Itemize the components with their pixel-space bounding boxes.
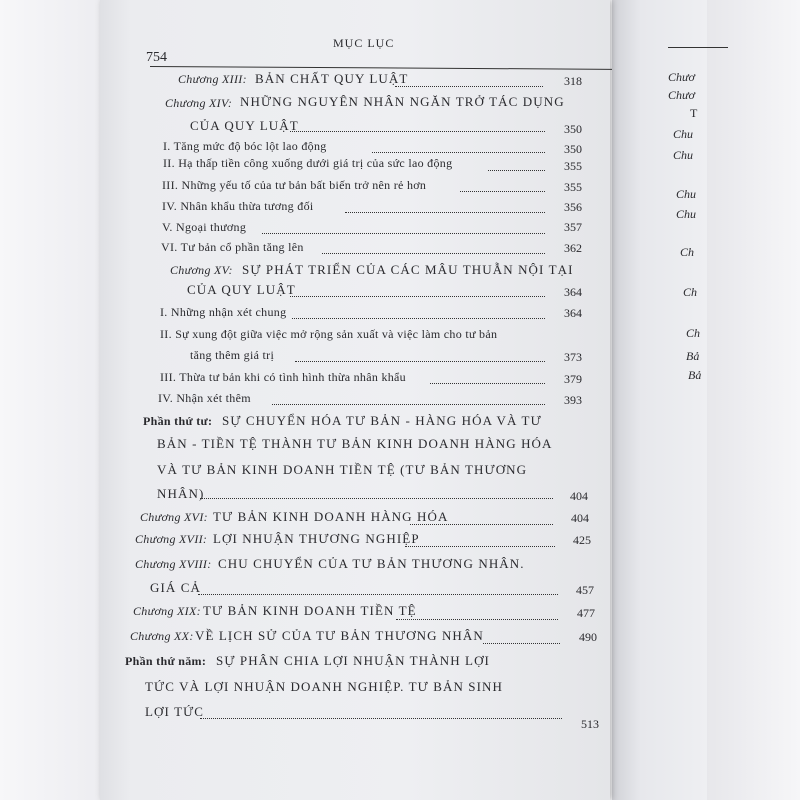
toc-page-number: 477 xyxy=(577,606,595,620)
toc-title-line2: BẢN - TIỀN TỆ THÀNH TƯ BẢN KINH DOANH HÀNG HÓA xyxy=(157,436,553,451)
toc-label: Chương XIX: xyxy=(133,604,201,618)
toc-label: Phần thứ tư: xyxy=(143,414,213,428)
toc-section-title-line2: tăng thêm giá trị xyxy=(190,348,275,362)
toc-title: SỰ CHUYỂN HÓA TƯ BẢN - HÀNG HÓA VÀ TƯ xyxy=(222,413,542,428)
toc-label: Chương XX: xyxy=(130,629,194,643)
toc-leader xyxy=(200,718,562,719)
toc-section-title: III. Những yếu tố của tư bản bất biến trở nên rẻ hơn xyxy=(162,178,427,192)
toc-page-number: 457 xyxy=(576,583,594,597)
facing-header-rule xyxy=(668,47,728,48)
toc-leader xyxy=(345,212,545,213)
facing-page-fragment: Ch xyxy=(680,245,695,259)
toc-page-number: 357 xyxy=(564,220,582,234)
toc-leader xyxy=(200,498,553,499)
toc-page-number: 379 xyxy=(564,372,582,386)
background-left xyxy=(0,0,112,800)
toc-section-title: IV. Nhân khẩu thừa tương đối xyxy=(162,199,314,213)
facing-page-fragment: Ch xyxy=(683,285,698,299)
facing-page-fragment: Chươ xyxy=(668,70,695,84)
toc-page-number: 490 xyxy=(579,630,597,644)
toc-page-number: 362 xyxy=(564,241,582,255)
facing-page-fragment: Chu xyxy=(676,207,697,221)
toc-section-title: V. Ngoại thương xyxy=(162,220,247,234)
toc-page-number: 364 xyxy=(564,285,582,299)
toc-label: Chương XVI: xyxy=(140,510,208,524)
facing-page-fragment: Ch xyxy=(686,326,701,340)
toc-section-title: IV. Nhận xét thêm xyxy=(158,391,251,405)
toc-label: Phần thứ năm: xyxy=(125,654,207,668)
facing-page-fragment: Chươ xyxy=(668,88,695,102)
toc-section-title: III. Thừa tư bản khi có tình hình thừa nhân khẩu xyxy=(160,370,406,384)
toc-title-line3: VÀ TƯ BẢN KINH DOANH TIỀN TỆ (TƯ BẢN THƯƠNG xyxy=(157,462,528,477)
toc-title: VỀ LỊCH SỬ CỦA TƯ BẢN THƯƠNG NHÂN xyxy=(195,628,484,643)
toc-title: CHU CHUYỂN CỦA TƯ BẢN THƯƠNG NHÂN. xyxy=(218,556,525,571)
facing-page-fragment: Chu xyxy=(676,187,697,201)
facing-page-fragment: Bả xyxy=(688,368,702,382)
toc-leader xyxy=(488,170,545,171)
toc-title: SỰ PHÂN CHIA LỢI NHUẬN THÀNH LỢI xyxy=(216,653,490,668)
toc-label: Chương XV: xyxy=(170,263,233,277)
toc-title-line4: NHÂN) xyxy=(157,486,205,501)
toc-section-title: II. Sự xung đột giữa việc mở rộng sản xuất và việc làm cho tư bản xyxy=(160,327,498,341)
toc-leader xyxy=(198,594,558,595)
toc-page-number: 350 xyxy=(564,142,582,156)
toc-section-title: VI. Tư bản cổ phần tăng lên xyxy=(161,240,304,254)
toc-section-title: II. Hạ thấp tiền công xuống dưới giá trị của sức lao động xyxy=(163,156,453,170)
toc-page-number: 393 xyxy=(564,393,582,407)
toc-leader xyxy=(395,86,543,87)
toc-page-number: 404 xyxy=(570,489,588,503)
toc-leader xyxy=(272,404,545,405)
background-right xyxy=(700,0,800,800)
toc-leader xyxy=(372,152,545,153)
toc-leader xyxy=(410,524,553,525)
facing-page-fragment: T xyxy=(690,106,698,120)
facing-page-fragment: Chu xyxy=(673,127,694,141)
toc-leader xyxy=(262,233,545,234)
toc-label: Chương XIII: xyxy=(178,72,247,86)
toc-title-line2: CỦA QUY LUẬT xyxy=(187,282,296,297)
page-number: 754 xyxy=(146,50,167,65)
toc-page-number: 350 xyxy=(564,122,582,136)
page-title: MỤC LỤC xyxy=(333,36,395,50)
toc-title: TƯ BẢN KINH DOANH TIỀN TỆ xyxy=(203,603,417,618)
toc-leader xyxy=(460,191,545,192)
facing-page-fragment: Chu xyxy=(673,148,694,162)
toc-title: BẢN CHẤT QUY LUẬT xyxy=(255,71,409,86)
toc-leader xyxy=(483,643,560,644)
toc-page-number: 425 xyxy=(573,533,591,547)
toc-label: Chương XIV: xyxy=(165,96,233,110)
toc-leader xyxy=(322,253,545,254)
toc-title: LỢI NHUẬN THƯƠNG NGHIỆP xyxy=(213,531,420,546)
toc-title: SỰ PHÁT TRIỂN CỦA CÁC MÂU THUẪN NỘI TẠI xyxy=(242,262,574,277)
toc-leader xyxy=(290,131,545,132)
toc-title: NHỮNG NGUYÊN NHÂN NGĂN TRỞ TÁC DỤNG xyxy=(240,94,565,109)
toc-page-number: 404 xyxy=(571,511,589,525)
toc-page-number: 356 xyxy=(564,200,582,214)
toc-title-line3: LỢI TỨC xyxy=(145,704,205,719)
toc-page-number: 318 xyxy=(564,74,582,88)
toc-title-line2: TỨC VÀ LỢI NHUẬN DOANH NGHIỆP. TƯ BẢN SINH xyxy=(145,679,504,694)
toc-label: Chương XVIII: xyxy=(135,557,212,571)
toc-label: Chương XVII: xyxy=(135,532,208,546)
toc-leader xyxy=(292,318,545,319)
toc-title-line2: GIÁ CẢ xyxy=(150,580,202,595)
toc-page-number: 364 xyxy=(564,306,582,320)
toc-section-title: I. Những nhận xét chung xyxy=(160,305,287,319)
toc-page-number: 355 xyxy=(564,180,582,194)
toc-title-line2: CỦA QUY LUẬT xyxy=(190,118,299,133)
toc-section-title: I. Tăng mức độ bóc lột lao động xyxy=(163,139,327,153)
toc-leader xyxy=(290,296,545,297)
facing-page-fragment: Bả xyxy=(686,349,700,363)
toc-leader xyxy=(295,361,545,362)
toc-title: TƯ BẢN KINH DOANH HÀNG HÓA xyxy=(213,509,449,524)
toc-page-number: 513 xyxy=(581,717,599,731)
toc-page-number: 373 xyxy=(564,350,582,364)
toc-leader xyxy=(405,546,555,547)
toc-leader xyxy=(396,619,558,620)
toc-leader xyxy=(430,383,545,384)
toc-page-number: 355 xyxy=(564,159,582,173)
